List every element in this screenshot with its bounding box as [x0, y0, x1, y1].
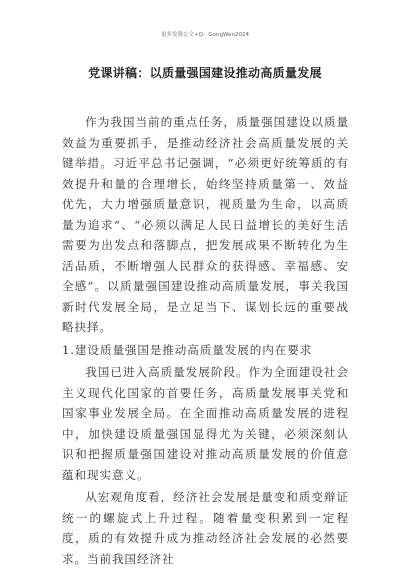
header-note: 更多免费公文+Q：GongWen2024	[160, 32, 250, 38]
paragraph-section-2: 从宏观角度看，经济社会发展是量变和质变辩证统一的螺旋式上升过程。随着量变积累到一定程度，质的有效提升成为推动经济社会发展的必然要求。当前我国经济社	[62, 490, 349, 566]
document-body	[62, 112, 349, 571]
section-heading: 1.建设质量强国是推动高质量发展的内在要求	[62, 342, 313, 357]
paragraph-intro: 作为我国当前的重点任务，质量强国建设以质量效益为重要抓手，是推动经济社会高质量发展的关键举措。习近平总书记强调，“必须更好统筹质的有效提升和量的合理增长，始终坚持质量第一、效益优先，大力增强质量意识，视质量为生命，以高质量为追求”、“必须以满足人民日益增长的美好生活需要为出发点和落脚点，把发展成果不断转化为生活品质，不断增强人民群众的获得感、幸福感、安全感”。以质量强国建设推动高质量发展，事关我国新时代发展全局，是立足当下、谋划长远的重要战略抉择。	[62, 115, 349, 334]
paragraph-section-1: 我国已进入高质量发展阶段。作为全面建设社会主义现代化国家的首要任务，高质量发展事关党和国家事业发展全局。在全面推动高质量发展的进程中，加快建设质量强国显得尤为关键，必须深刻认识和把握质量强国建设对推动高质量发展的价值意蕴和现实意义。	[62, 365, 349, 482]
document-title: 党课讲稿：以质量强国建设推动高质量发展	[88, 66, 322, 80]
